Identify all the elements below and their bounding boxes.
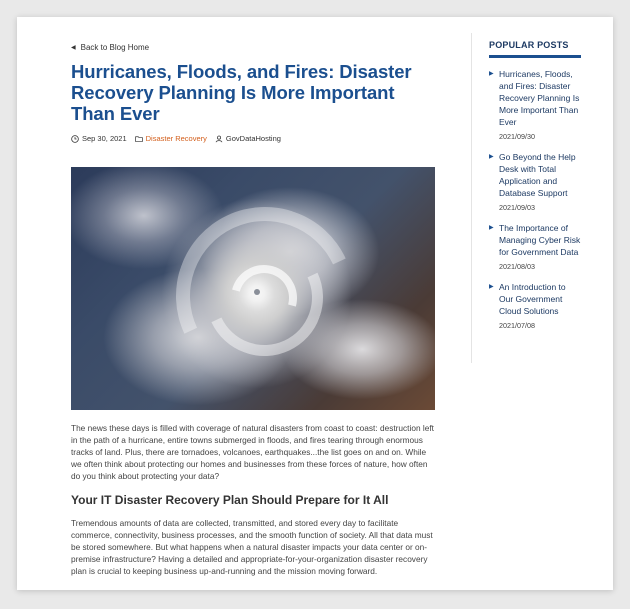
- triangle-right-icon: ▶: [489, 225, 494, 231]
- article-body: Tremendous amounts of data are collected, transmitted, and stored every day to facilitate commerce, connectivity, business processes, and the smooth function of society. All that data must be stored somewhere. But what happens when a natural disaster impacts your data center or on-premise infrastructure? Having a detailed and appropriate-for-your-organization disaster recovery plan is crucial to keeping business up-and-running and the mission moving forward.: [71, 518, 433, 576]
- popular-posts-sidebar: [489, 40, 581, 330]
- article-main: [71, 43, 435, 577]
- sidebar-divider: [471, 33, 472, 363]
- article-category[interactable]: [135, 134, 207, 143]
- popular-post-date: 2021/08/03: [499, 262, 535, 271]
- article-date: [71, 134, 127, 143]
- popular-post-date: 2021/09/03: [499, 203, 535, 212]
- popular-post-date: 2021/09/30: [499, 132, 535, 141]
- popular-post-title[interactable]: Hurricanes, Floods, and Fires: Disaster Recovery Planning Is More Important Than Ever: [499, 69, 580, 127]
- popular-post-title[interactable]: The Importance of Managing Cyber Risk for Government Data: [499, 223, 581, 257]
- article-title: Hurricanes, Floods, and Fires: Disaster Recovery Planning Is More Important Than Ever: [71, 61, 412, 124]
- folder-icon: [135, 135, 143, 143]
- popular-post-date: 2021/07/08: [499, 321, 535, 330]
- popular-post-title[interactable]: An Introduction to Our Government Cloud Solutions: [499, 282, 566, 316]
- triangle-right-icon: ▶: [489, 154, 494, 160]
- back-link-label: Back to Blog Home: [80, 43, 150, 52]
- article-author: [215, 134, 281, 143]
- storm-eye: [254, 289, 260, 295]
- popular-post-item[interactable]: [489, 281, 581, 330]
- clock-icon: [71, 135, 79, 143]
- popular-post-item[interactable]: [489, 151, 581, 212]
- back-to-blog-link[interactable]: [71, 43, 435, 52]
- popular-post-item[interactable]: [489, 222, 581, 271]
- article-subheading: Your IT Disaster Recovery Plan Should Prepare for It All: [71, 493, 389, 507]
- triangle-left-icon: ◀: [71, 45, 76, 51]
- triangle-right-icon: ▶: [489, 284, 494, 290]
- popular-post-item[interactable]: [489, 68, 581, 141]
- user-icon: [215, 135, 223, 143]
- article-meta: [71, 134, 435, 143]
- category-link[interactable]: Disaster Recovery: [145, 134, 207, 143]
- triangle-right-icon: ▶: [489, 71, 494, 77]
- popular-post-title[interactable]: Go Beyond the Help Desk with Total Application and Database Support: [499, 152, 576, 198]
- author-text: GovDataHosting: [225, 134, 281, 143]
- article-intro: The news these days is filled with coverage of natural disasters from coast to coast: destruction left in the path of a hurricane, entire towns submerged in floods, and fires tearing through enormous tracks of land. Plus, there are tornadoes, volcanoes, earthquakes...the list goes on and on. While we often think about protecting our homes and businesses from these forces of nature, how often do you think about protecting your data?: [71, 423, 434, 481]
- page-card: [17, 17, 613, 590]
- date-text: Sep 30, 2021: [82, 134, 127, 143]
- popular-posts-title: POPULAR POSTS: [489, 40, 581, 58]
- hurricane-satellite-image: [71, 167, 435, 410]
